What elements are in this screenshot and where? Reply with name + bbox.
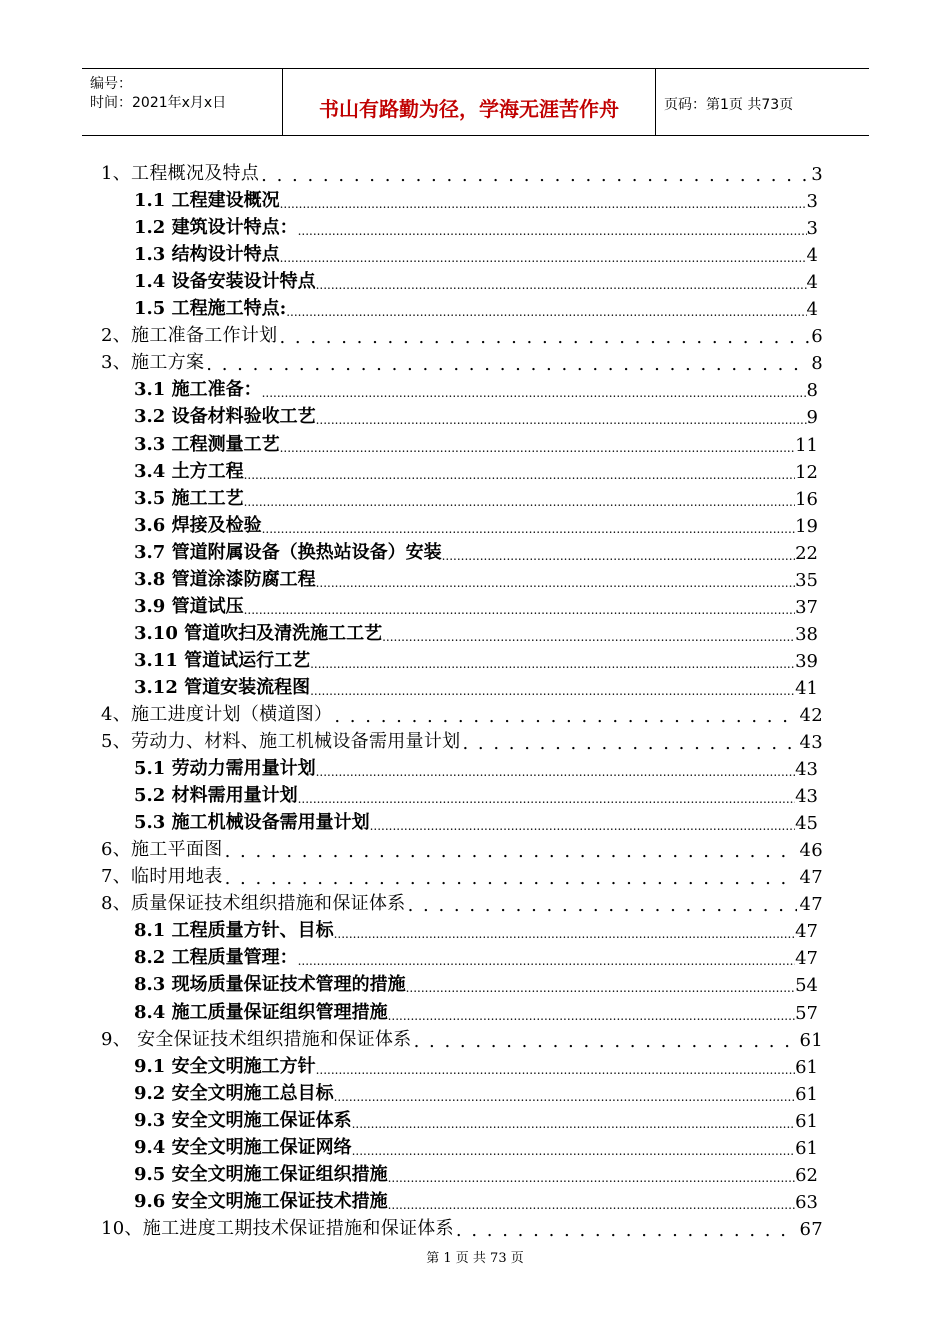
toc-entry-page-number: 3 <box>806 191 818 213</box>
toc-entry-page-number: 38 <box>795 623 818 645</box>
toc-entry-section[interactable] <box>101 645 818 672</box>
toc-entry-chapter[interactable] <box>101 861 823 888</box>
toc-entry-page-number: 61 <box>799 1029 823 1051</box>
toc-entry-section[interactable] <box>101 753 818 780</box>
toc-dot-leader <box>414 1033 798 1051</box>
toc-dot-leader <box>261 167 809 185</box>
toc-entry-page-number: 8 <box>811 353 823 375</box>
toc-dot-leader <box>406 978 796 996</box>
toc-entry-chapter[interactable] <box>101 699 823 726</box>
toc-entry-page-number: 45 <box>795 813 818 835</box>
toc-entry-title: 9.3 安全文明施工保证体系 <box>134 1109 352 1131</box>
toc-entry-chapter[interactable] <box>101 158 823 185</box>
toc-dot-leader <box>316 1060 796 1078</box>
toc-dot-leader <box>388 1006 796 1024</box>
toc-entry-section[interactable] <box>101 266 818 293</box>
toc-dot-leader <box>334 924 796 942</box>
toc-dot-leader <box>370 816 796 834</box>
toc-entry-page-number: 46 <box>799 840 823 862</box>
toc-entry-section[interactable] <box>101 456 818 483</box>
toc-entry-title: 3.2 设备材料验收工艺 <box>134 406 316 428</box>
toc-dot-leader <box>298 951 796 969</box>
toc-entry-title: 1.1 工程建设概况 <box>134 190 280 212</box>
toc-entry-chapter[interactable] <box>101 320 823 347</box>
toc-dot-leader <box>244 492 796 510</box>
toc-entry-page-number: 47 <box>799 894 823 916</box>
toc-entry-title: 3.5 施工工艺 <box>134 487 244 509</box>
toc-entry-page-number: 67 <box>799 1218 823 1240</box>
toc-entry-page-number: 43 <box>795 759 818 781</box>
toc-entry-section[interactable] <box>101 915 818 942</box>
toc-dot-leader <box>280 438 796 456</box>
toc-entry-section[interactable] <box>101 618 818 645</box>
toc-entry-section[interactable] <box>101 374 818 401</box>
toc-entry-title: 1、工程概况及特点 <box>101 163 260 185</box>
toc-entry-page-number: 43 <box>795 786 818 808</box>
toc-entry-page-number: 16 <box>795 488 818 510</box>
toc-entry-title: 3.12 管道安装流程图 <box>134 676 311 698</box>
toc-entry-page-number: 8 <box>806 380 818 402</box>
toc-entry-page-number: 19 <box>795 515 818 537</box>
toc-dot-leader <box>280 248 807 266</box>
toc-entry-title: 3.7 管道附属设备（换热站设备）安装 <box>134 541 442 563</box>
header-meta-cell <box>82 69 283 135</box>
page-header <box>82 68 869 136</box>
toc-entry-section[interactable] <box>101 780 818 807</box>
toc-entry-page-number: 47 <box>795 921 818 943</box>
toc-entry-title: 9.1 安全文明施工方针 <box>134 1055 316 1077</box>
toc-entry-title: 6、施工平面图 <box>101 839 223 861</box>
toc-entry-title: 8.4 施工质量保证组织管理措施 <box>134 1001 388 1023</box>
toc-entry-title: 2、施工准备工作计划 <box>101 325 278 347</box>
toc-entry-page-number: 6 <box>811 326 823 348</box>
toc-dot-leader <box>462 735 797 753</box>
toc-entry-title: 1.2 建筑设计特点： <box>134 217 298 239</box>
toc-entry-section[interactable] <box>101 401 818 428</box>
toc-entry-title: 8.1 工程质量方针、目标 <box>134 920 334 942</box>
toc-entry-page-number: 35 <box>795 569 818 591</box>
toc-dot-leader <box>316 275 807 293</box>
toc-entry-chapter[interactable] <box>101 1213 823 1240</box>
toc-entry-section[interactable] <box>101 942 818 969</box>
toc-entry-page-number: 42 <box>799 704 823 726</box>
toc-entry-title: 3.6 焊接及检验 <box>134 514 262 536</box>
toc-dot-leader <box>286 302 806 320</box>
toc-entry-section[interactable] <box>101 996 818 1023</box>
toc-entry-title: 9.5 安全文明施工保证组织措施 <box>134 1163 388 1185</box>
toc-entry-section[interactable] <box>101 239 818 266</box>
toc-dot-leader <box>382 627 795 645</box>
toc-entry-title: 3.1 施工准备： <box>134 379 262 401</box>
toc-entry-page-number: 61 <box>795 1056 818 1078</box>
toc-dot-leader <box>310 654 795 672</box>
toc-dot-leader <box>298 221 807 239</box>
toc-entry-section[interactable] <box>101 807 818 834</box>
toc-entry-title: 3.9 管道试压 <box>134 595 244 617</box>
toc-entry-section[interactable] <box>101 1051 818 1078</box>
toc-entry-section[interactable] <box>101 510 818 537</box>
toc-entry-section[interactable] <box>101 969 818 996</box>
toc-entry-page-number: 3 <box>811 164 823 186</box>
toc-dot-leader <box>316 762 796 780</box>
toc-dot-leader <box>298 789 796 807</box>
toc-entry-section[interactable] <box>101 428 818 455</box>
toc-entry-title: 8.2 工程质量管理： <box>134 947 298 969</box>
toc-entry-title: 9.2 安全文明施工总目标 <box>134 1082 334 1104</box>
toc-entry-chapter[interactable] <box>101 726 823 753</box>
toc-entry-chapter[interactable] <box>101 1024 823 1051</box>
toc-entry-title: 3.8 管道涂漆防腐工程 <box>134 568 316 590</box>
toc-entry-title: 4、施工进度计划（横道图） <box>101 703 333 725</box>
page-footer: 第 1 页 共 73 页 <box>426 1251 524 1266</box>
toc-dot-leader <box>388 1195 796 1213</box>
toc-dot-leader <box>262 519 796 537</box>
toc-entry-section[interactable] <box>101 591 818 618</box>
toc-entry-title: 3.11 管道试运行工艺 <box>134 649 311 671</box>
toc-entry-page-number: 4 <box>806 245 818 267</box>
toc-entry-page-number: 43 <box>799 732 823 754</box>
toc-entry-page-number: 22 <box>795 542 818 564</box>
toc-dot-leader <box>280 194 807 212</box>
toc-entry-title: 8、质量保证技术组织措施和保证体系 <box>101 893 406 915</box>
toc-entry-chapter[interactable] <box>101 834 823 861</box>
toc-entry-page-number: 3 <box>806 218 818 240</box>
toc-dot-leader <box>316 573 796 591</box>
toc-dot-leader <box>334 708 797 726</box>
toc-entry-title: 9.4 安全文明施工保证网络 <box>134 1136 352 1158</box>
toc-dot-leader <box>244 465 796 483</box>
toc-entry-page-number: 9 <box>806 407 818 429</box>
toc-entry-title: 5.3 施工机械设备需用量计划 <box>134 812 370 834</box>
toc-entry-section[interactable] <box>101 564 818 591</box>
toc-entry-title: 9.6 安全文明施工保证技术措施 <box>134 1190 388 1212</box>
toc-entry-page-number: 57 <box>795 1002 818 1024</box>
header-page-cell <box>656 69 869 135</box>
toc-entry-title: 8.3 现场质量保证技术管理的措施 <box>134 974 406 996</box>
toc-dot-leader <box>456 1222 798 1240</box>
toc-entry-title: 1.4 设备安装设计特点 <box>134 271 316 293</box>
toc-entry-section[interactable] <box>101 537 818 564</box>
toc-entry-page-number: 62 <box>795 1164 818 1186</box>
header-motto: 书山有路勤为径，学海无涯苦作舟 <box>319 97 619 121</box>
toc-entry-section[interactable] <box>101 293 818 320</box>
toc-dot-leader <box>442 546 796 564</box>
toc-entry-page-number: 61 <box>795 1137 818 1159</box>
toc-dot-leader <box>279 329 809 347</box>
toc-entry-page-number: 54 <box>795 975 818 997</box>
toc-entry-page-number: 47 <box>799 867 823 889</box>
toc-entry-section[interactable] <box>101 1078 818 1105</box>
toc-entry-section[interactable] <box>101 1186 818 1213</box>
toc-entry-title: 3、施工方案 <box>101 352 205 374</box>
toc-dot-leader <box>262 383 807 401</box>
toc-dot-leader <box>206 356 809 374</box>
toc-entry-title: 10、施工进度工期技术保证措施和保证体系 <box>101 1217 454 1239</box>
toc-entry-page-number: 63 <box>795 1191 818 1213</box>
toc-entry-section[interactable] <box>101 185 818 212</box>
toc-entry-title: 5.1 劳动力需用量计划 <box>134 758 316 780</box>
toc-entry-section[interactable] <box>101 483 818 510</box>
document-time-label: 时间：2021年x月x日 <box>90 95 227 111</box>
toc-entry-chapter[interactable] <box>101 347 823 374</box>
toc-entry-page-number: 61 <box>795 1110 818 1132</box>
toc-dot-leader <box>388 1168 796 1186</box>
table-of-contents <box>101 158 851 1240</box>
toc-entry-title: 7、临时用地表 <box>101 866 223 888</box>
toc-dot-leader <box>225 870 798 888</box>
document-number-label: 编号： <box>90 76 132 92</box>
toc-dot-leader <box>310 681 795 699</box>
toc-entry-title: 9、 安全保证技术组织措施和保证体系 <box>101 1028 412 1050</box>
toc-entry-page-number: 4 <box>806 299 818 321</box>
toc-entry-section[interactable] <box>101 672 818 699</box>
toc-entry-page-number: 61 <box>795 1083 818 1105</box>
toc-entry-page-number: 47 <box>795 948 818 970</box>
toc-entry-page-number: 37 <box>795 596 818 618</box>
toc-entry-section[interactable] <box>101 212 818 239</box>
toc-dot-leader <box>244 600 796 618</box>
toc-entry-title: 1.5 工程施工特点: <box>134 298 287 320</box>
toc-entry-title: 3.4 土方工程 <box>134 460 244 482</box>
toc-entry-page-number: 41 <box>795 677 818 699</box>
toc-dot-leader <box>334 1087 796 1105</box>
toc-dot-leader <box>352 1114 796 1132</box>
toc-entry-section[interactable] <box>101 1132 818 1159</box>
toc-entry-section[interactable] <box>101 1159 818 1186</box>
toc-entry-page-number: 39 <box>795 650 818 672</box>
toc-entry-title: 5、劳动力、材料、施工机械设备需用量计划 <box>101 731 461 753</box>
toc-entry-title: 3.3 工程测量工艺 <box>134 433 280 455</box>
toc-entry-page-number: 4 <box>806 272 818 294</box>
toc-entry-page-number: 11 <box>795 434 818 456</box>
toc-entry-chapter[interactable] <box>101 888 823 915</box>
toc-entry-title: 3.10 管道吹扫及清洗施工工艺 <box>134 622 383 644</box>
toc-entry-section[interactable] <box>101 1105 818 1132</box>
toc-dot-leader <box>408 897 798 915</box>
toc-entry-title: 5.2 材料需用量计划 <box>134 785 298 807</box>
toc-entry-page-number: 12 <box>795 461 818 483</box>
toc-dot-leader <box>316 410 807 428</box>
toc-dot-leader <box>352 1141 796 1159</box>
header-motto-cell <box>283 69 656 135</box>
header-page-info: 页码：第1页 共73页 <box>664 97 794 113</box>
toc-entry-title: 1.3 结构设计特点 <box>134 244 280 266</box>
toc-dot-leader <box>225 843 798 861</box>
